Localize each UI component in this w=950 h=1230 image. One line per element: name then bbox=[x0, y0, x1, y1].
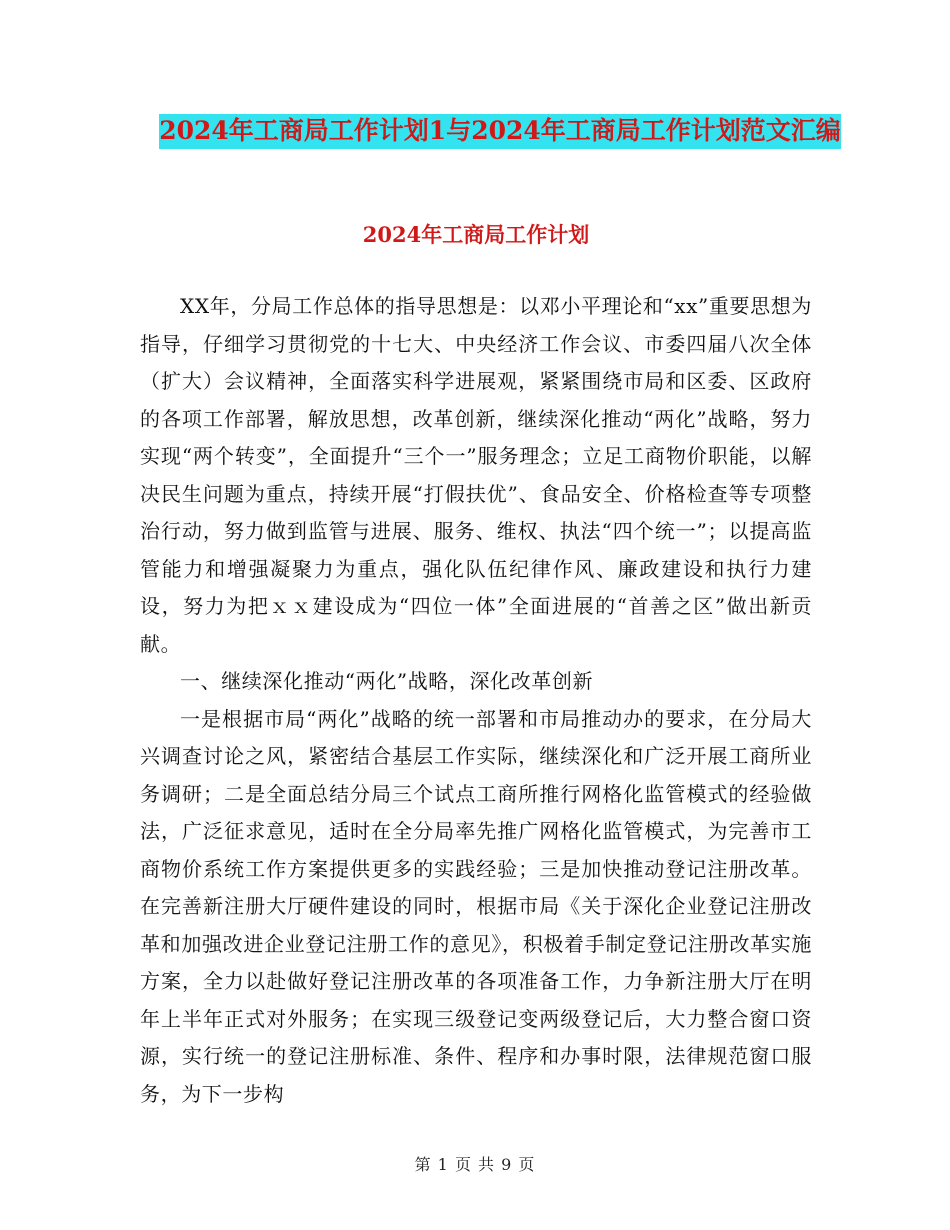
section-heading: 2024年工商局工作计划 bbox=[362, 222, 590, 247]
title-highlight: 2024年工商局工作计划1与2024年工商局工作计划范文汇编 bbox=[159, 114, 841, 149]
paragraph-guiding-thought: XX年，分局工作总体的指导思想是：以邓小平理论和“xx”重要思想为指导，仔细学习贯彻党的十七大、中央经济工作会议、市委四届八次全体（扩大）会议精神，全面落实科学进展观，紧紧围绕市局和区委、区政府的各项工作部署，解放思想，改革创新，继续深化推动“两化”战略，努力实现“两个转变”，全面提升“三个一”服务理念；立足工商物价职能，以解决民生问题为重点，持续开展“打假扶优”、食品安全、价格检查等专项整治行动，努力做到监管与进展、服务、维权、执法“四个统一”；以提高监管能力和增强凝聚力为重点，强化队伍纪律作风、廉政建设和执行力建设，努力为把ｘｘ建设成为“四位一体”全面进展的“首善之区”做出新贡献。 bbox=[140, 294, 812, 656]
document-body bbox=[140, 288, 812, 1113]
paragraph-reform-details: 一是根据市局“两化”战略的统一部署和市局推动办的要求，在分局大兴调查讨论之风，紧密结合基层工作实际，继续深化和广泛开展工商所业务调研；二是全面总结分局三个试点工商所推行网格化监管模式的经验做法，广泛征求意见，适时在全分局率先推广网格化监管模式，为完善市工商物价系统工作方案提供更多的实践经验；三是加快推动登记注册改革。在完善新注册大厅硬件建设的同时，根据市局《关于深化企业登记注册改革和加强改进企业登记注册工作的意见》，积极着手制定登记注册改革实施方案，全力以赴做好登记注册改革的各项准备工作，力争新注册大厅在明年上半年正式对外服务；在实现三级登记变两级登记后，大力整合窗口资源，实行统一的登记注册标准、条件、程序和办事时限，法律规范窗口服务，为下一步构 bbox=[140, 706, 812, 1106]
document-title bbox=[130, 108, 870, 154]
paragraph-heading-one: 一、继续深化推动“两化”战略，深化改革创新 bbox=[180, 669, 594, 693]
page-number-footer: 第 1 页 共 9 页 bbox=[414, 1155, 536, 1174]
